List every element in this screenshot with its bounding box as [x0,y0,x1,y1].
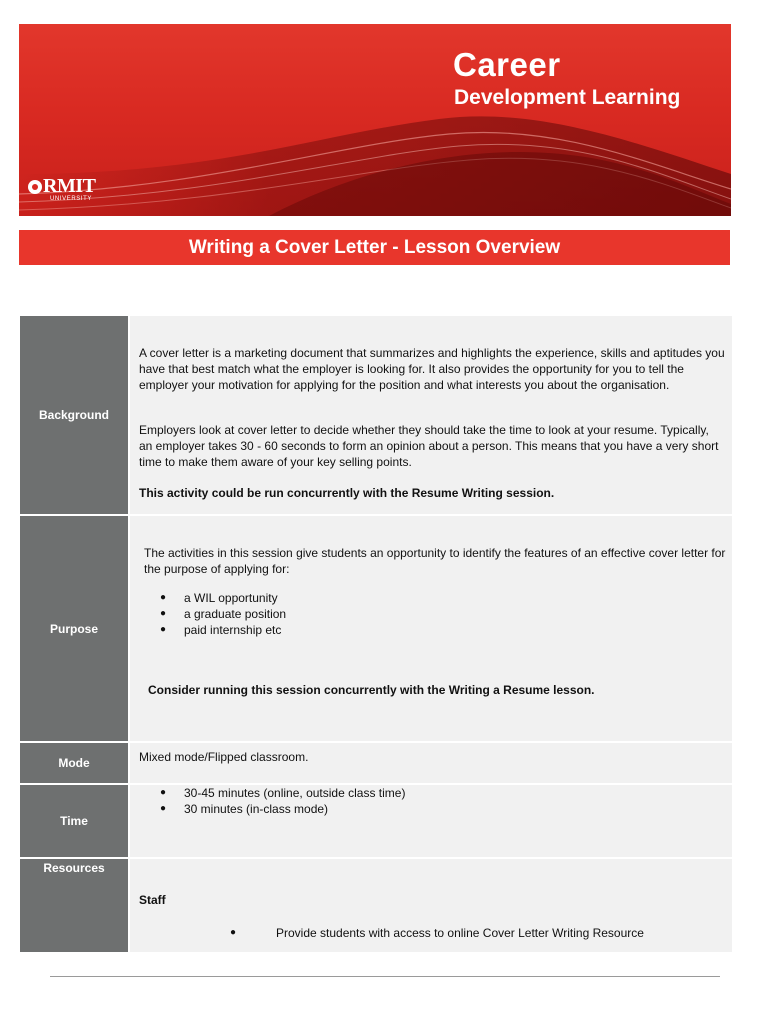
background-paragraph-1: A cover letter is a marketing document that summarizes and highlights the experience, skills and aptitudes you have that best match what the employer is looking for. It also provides the opportunity for you to tell the employer your motivation for applying for the position and what interests you about the organisation. [139,346,725,392]
footer-divider [50,976,720,977]
cell-time [130,785,732,857]
list-item: ● a WIL opportunity [160,590,286,606]
resources-list [230,925,644,941]
purpose-list [160,590,286,638]
logo-university: UNIVERSITY [50,196,93,202]
purpose-note: Consider running this session concurrently with the Writing a Resume lesson. [148,683,595,697]
banner-wave-graphic [19,24,731,216]
label-resources: Resources [20,859,128,952]
row-mode [20,743,732,783]
label-mode: Mode [20,743,128,783]
time-list [160,785,405,817]
cell-purpose [130,516,732,741]
page-title: Writing a Cover Letter - Lesson Overview [188,236,561,258]
row-resources [20,859,732,952]
cell-resources [130,859,732,952]
logo-wordmark: RMIT [43,175,96,197]
list-item: ● paid internship etc [160,622,286,638]
label-purpose: Purpose [20,516,128,741]
rmit-logo-icon [27,179,43,195]
page-title-bar [19,230,730,265]
label-background: Background [20,316,128,514]
purpose-intro: The activities in this session give students an opportunity to identify the features of an effective cover letter for the purpose of applying for: [144,546,726,576]
banner-title: Career [453,46,561,83]
banner-subtitle: Development Learning [454,86,681,109]
label-time: Time [20,785,128,857]
list-item: ● 30-45 minutes (online, outside class time) [160,785,405,801]
cell-mode [130,743,732,783]
list-item: ● 30 minutes (in-class mode) [160,801,405,817]
header-banner [19,24,731,216]
background-note: This activity could be run concurrently with the Resume Writing session. [139,486,555,500]
list-item: ● a graduate position [160,606,286,622]
background-paragraph-2: Employers look at cover letter to decide whether they should take the time to look at your resume. Typically, an employer takes 30 - 60 seconds to form an opinion about a person. This means that you have a very short time to make them aware of your key selling points. [139,423,719,469]
mode-text: Mixed mode/Flipped classroom. [139,750,309,764]
cell-background [130,316,732,514]
row-time [20,785,732,857]
resources-heading: Staff [139,893,166,907]
row-background [20,316,732,514]
row-purpose [20,516,732,741]
rmit-logo [27,175,96,202]
list-item: ● Provide students with access to online Cover Letter Writing Resource [230,925,644,941]
